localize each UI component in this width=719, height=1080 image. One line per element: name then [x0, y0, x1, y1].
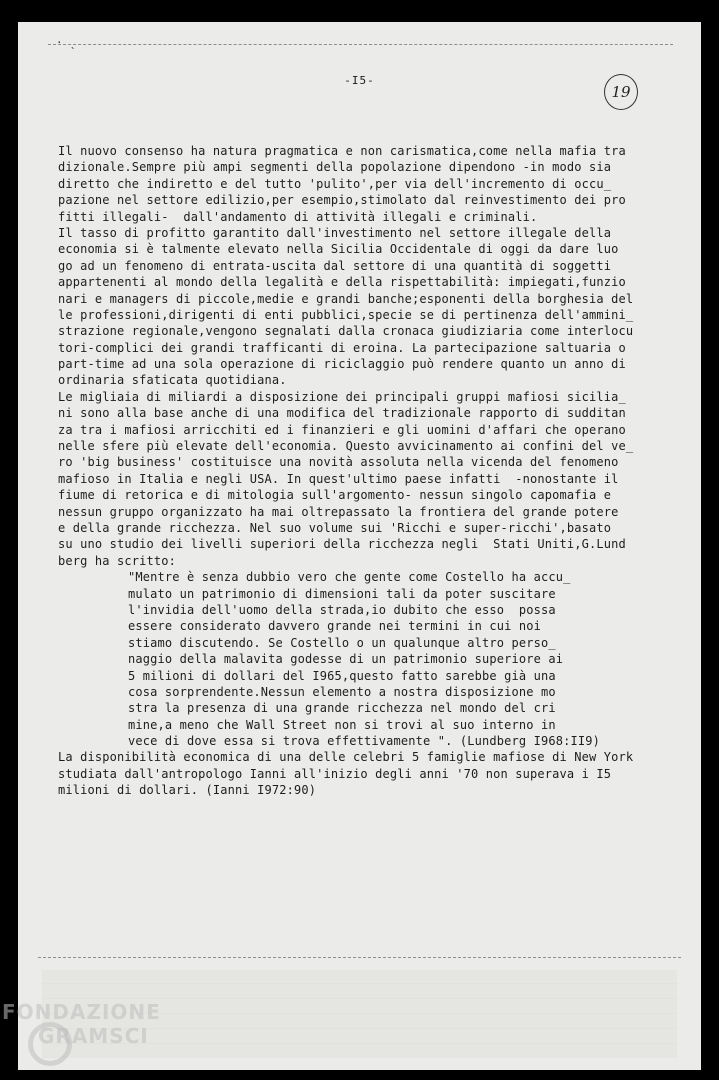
typed-body-text — [58, 143, 638, 799]
text-line: ordinaria sfaticata quotidiana. — [58, 373, 287, 388]
quote-line: "Mentre è senza dubbio vero che gente come Costello ha accu_ — [128, 570, 571, 585]
document-page — [18, 22, 701, 1070]
text-line: dizionale.Sempre più ampi segmenti della popolazione dipendono -in modo sia — [58, 160, 612, 175]
text-line: nari e managers di piccole,medie e grandi banche;esponenti della borghesia del — [58, 291, 634, 306]
quote-line: l'invidia dell'uomo della strada,io dubito che esso possa — [128, 602, 556, 617]
text-line: go ad un fenomeno di entrata-uscita dal settore di una quantità di soggetti — [58, 258, 612, 273]
quote-line: mulato un patrimonio di dimensioni tali da poter suscitare — [128, 586, 556, 601]
top-dashed-rule — [48, 44, 673, 45]
quote-line: mine,a meno che Wall Street non si trovi al suo interno in — [128, 717, 556, 732]
quote-line: cosa sorprendente.Nessun elemento a nostra disposizione mo — [128, 684, 556, 699]
text-line: pazione nel settore edilizio,per esempio,stimolato dal reinvestimento dei pro — [58, 193, 626, 208]
text-line: za tra i mafiosi arricchiti ed i finanzieri e gli uomini d'affari che operano — [58, 422, 626, 437]
watermark — [2, 1000, 202, 1048]
text-line: Il nuovo consenso ha natura pragmatica e non carismatica,come nella mafia tra — [58, 144, 626, 158]
text-line: tori-complici dei grandi trafficanti di eroina. La partecipazione saltuaria o — [58, 340, 626, 355]
closing-paragraph — [58, 749, 638, 798]
quote-line: vece di dove essa si trova effettivamente ". (Lundberg I968:II9) — [128, 734, 600, 749]
watermark-line-2: GRAMSCI — [38, 1024, 149, 1048]
text-line: part-time ad una sola operazione di riciclaggio può rendere quanto un anno di — [58, 357, 626, 372]
text-line: fitti illegali- dall'andamento di attività illegali e criminali. — [58, 209, 538, 224]
page-number: -I5- — [344, 74, 375, 87]
text-line: Il tasso di profitto garantito dall'investimento nel settore illegale della — [58, 225, 612, 240]
quote-line: naggio della malavita godesse di un patrimonio superiore ai — [128, 652, 564, 667]
text-line: appartenenti al mondo della legalità e della rispettabilità: impiegati,funzio — [58, 275, 626, 290]
text-line: La disponibilità economica di una delle celebri 5 famiglie mafiose di New York — [58, 750, 634, 765]
text-line: milioni di dollari. (Ianni I972:90) — [58, 783, 317, 798]
corner-mark: · ˎ — [56, 36, 76, 49]
text-line: le professioni,dirigenti di enti pubblici,specie se di pertinenza dell'ammini_ — [58, 307, 634, 322]
text-line: fiume di retorica e di mitologia sull'argomento- nessun singolo capomafia e — [58, 488, 612, 503]
text-line: nelle sfere più elevate dell'economia. Questo avvicinamento ai confini del ve_ — [58, 439, 634, 454]
quote-line: stiamo discutendo. Se Costello o un qualunque altro perso_ — [128, 635, 556, 650]
quote-line: essere considerato davvero grande nei termini in cui noi — [128, 619, 541, 634]
text-line: Le migliaia di miliardi a disposizione dei principali gruppi mafiosi sicilia_ — [58, 389, 626, 404]
quote-line: 5 milioni di dollari del I965,questo fatto sarebbe già una — [128, 668, 556, 683]
text-line: e della grande ricchezza. Nel suo volume sui 'Ricchi e super-ricchi',basato — [58, 520, 612, 535]
text-line: su uno studio dei livelli superiori della ricchezza negli Stati Uniti,G.Lund — [58, 537, 626, 552]
text-line: strazione regionale,vengono segnalati dalla cronaca giudiziaria come interlocu — [58, 324, 634, 339]
text-line: mafioso in Italia e negli USA. In quest'ultimo paese infatti -nonostante il — [58, 471, 619, 486]
paragraph-block — [58, 143, 638, 569]
text-line: nessun gruppo organizzato ha mai oltrepassato la frontiera del grande potere — [58, 504, 619, 519]
text-line: economia si è talmente elevato nella Sicilia Occidentale di oggi da dare luo — [58, 242, 619, 257]
text-line: diretto che indiretto e del tutto 'pulito',per via dell'incremento di occu_ — [58, 176, 612, 191]
text-line: studiata dall'antropologo Ianni all'inizio degli anni '70 non superava i I5 — [58, 766, 612, 781]
bottom-dashed-rule — [38, 957, 681, 958]
text-line: berg ha scritto: — [58, 553, 176, 568]
block-quote — [58, 569, 638, 749]
quote-line: stra la presenza di una grande ricchezza nel mondo del cri — [128, 701, 556, 716]
text-line: ro 'big business' costituisce una novità assoluta nella vicenda del fenomeno — [58, 455, 619, 470]
text-line: ni sono alla base anche di una modifica del tradizionale rapporto di sudditan — [58, 406, 626, 421]
watermark-line-1: FONDAZIONE — [2, 1000, 161, 1024]
circled-page-number: 19 — [604, 74, 638, 110]
